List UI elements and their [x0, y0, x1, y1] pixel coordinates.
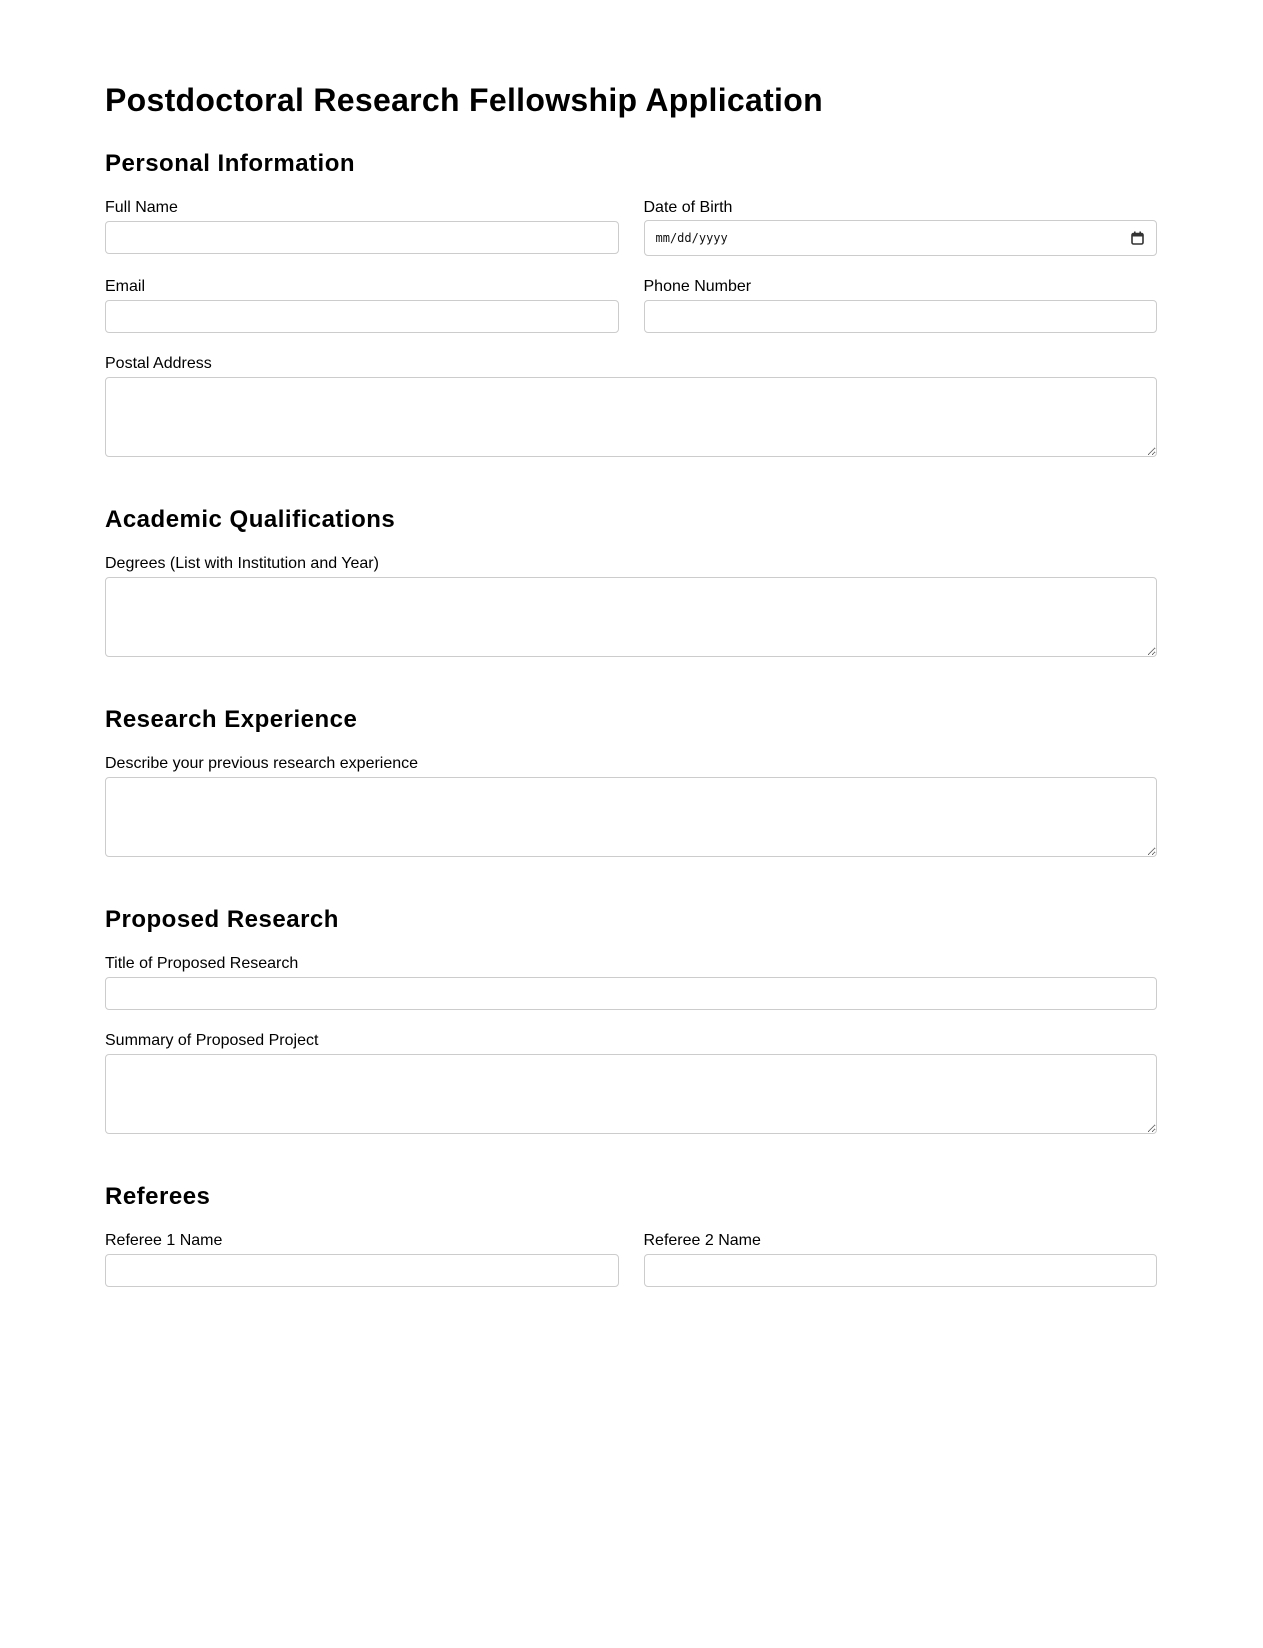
degrees-textarea[interactable]	[105, 577, 1157, 657]
section-heading-proposed-research: Proposed Research	[105, 906, 339, 933]
degrees-label: Degrees (List with Institution and Year)	[105, 555, 379, 572]
postal-address-label: Postal Address	[105, 355, 212, 372]
section-academic-qualifications	[105, 506, 1157, 534]
email-label: Email	[105, 278, 146, 295]
full-name-input[interactable]	[105, 221, 619, 254]
section-heading-academic-qualifications: Academic Qualifications	[105, 506, 396, 533]
section-heading-personal-information: Personal Information	[105, 150, 356, 177]
referee-2-input[interactable]	[644, 1254, 1158, 1287]
referee-1-label: Referee 1 Name	[105, 1232, 223, 1249]
proposed-summary-group	[105, 1031, 1157, 1134]
proposed-summary-textarea[interactable]	[105, 1054, 1157, 1134]
row-email-phone	[105, 277, 1157, 333]
referee-1-group	[105, 1231, 619, 1287]
proposed-title-input[interactable]	[105, 977, 1157, 1010]
research-experience-textarea[interactable]	[105, 777, 1157, 857]
row-name-dob	[105, 198, 1157, 256]
phone-group	[644, 277, 1158, 333]
email-input[interactable]	[105, 300, 619, 333]
research-experience-label: Describe your previous research experience	[105, 755, 419, 772]
phone-label: Phone Number	[643, 278, 752, 295]
proposed-summary-label: Summary of Proposed Project	[105, 1032, 319, 1049]
proposed-title-label: Title of Proposed Research	[105, 955, 299, 972]
postal-address-group	[105, 354, 1157, 457]
section-personal-information	[105, 150, 1157, 178]
date-placeholder: mm/dd/yyyy	[655, 231, 728, 245]
research-experience-group	[105, 754, 1157, 857]
date-of-birth-label: Date of Birth	[643, 199, 733, 216]
proposed-title-group	[105, 954, 1157, 1010]
degrees-group	[105, 554, 1157, 657]
full-name-label: Full Name	[105, 199, 178, 216]
page-title: Postdoctoral Research Fellowship Application	[105, 82, 823, 118]
date-of-birth-group	[644, 198, 1158, 256]
phone-input[interactable]	[644, 300, 1158, 333]
section-heading-research-experience: Research Experience	[105, 706, 358, 733]
email-group	[105, 277, 619, 333]
referee-1-input[interactable]	[105, 1254, 619, 1287]
section-research-experience	[105, 706, 1157, 734]
referee-2-label: Referee 2 Name	[643, 1232, 761, 1249]
section-proposed-research	[105, 906, 1157, 934]
postal-address-textarea[interactable]	[105, 377, 1157, 457]
full-name-group	[105, 198, 619, 256]
section-referees	[105, 1183, 1157, 1211]
section-heading-referees: Referees	[105, 1183, 211, 1210]
row-referees	[105, 1231, 1157, 1287]
referee-2-group	[644, 1231, 1158, 1287]
date-of-birth-input[interactable]	[644, 220, 1158, 256]
calendar-icon[interactable]	[1131, 231, 1144, 245]
